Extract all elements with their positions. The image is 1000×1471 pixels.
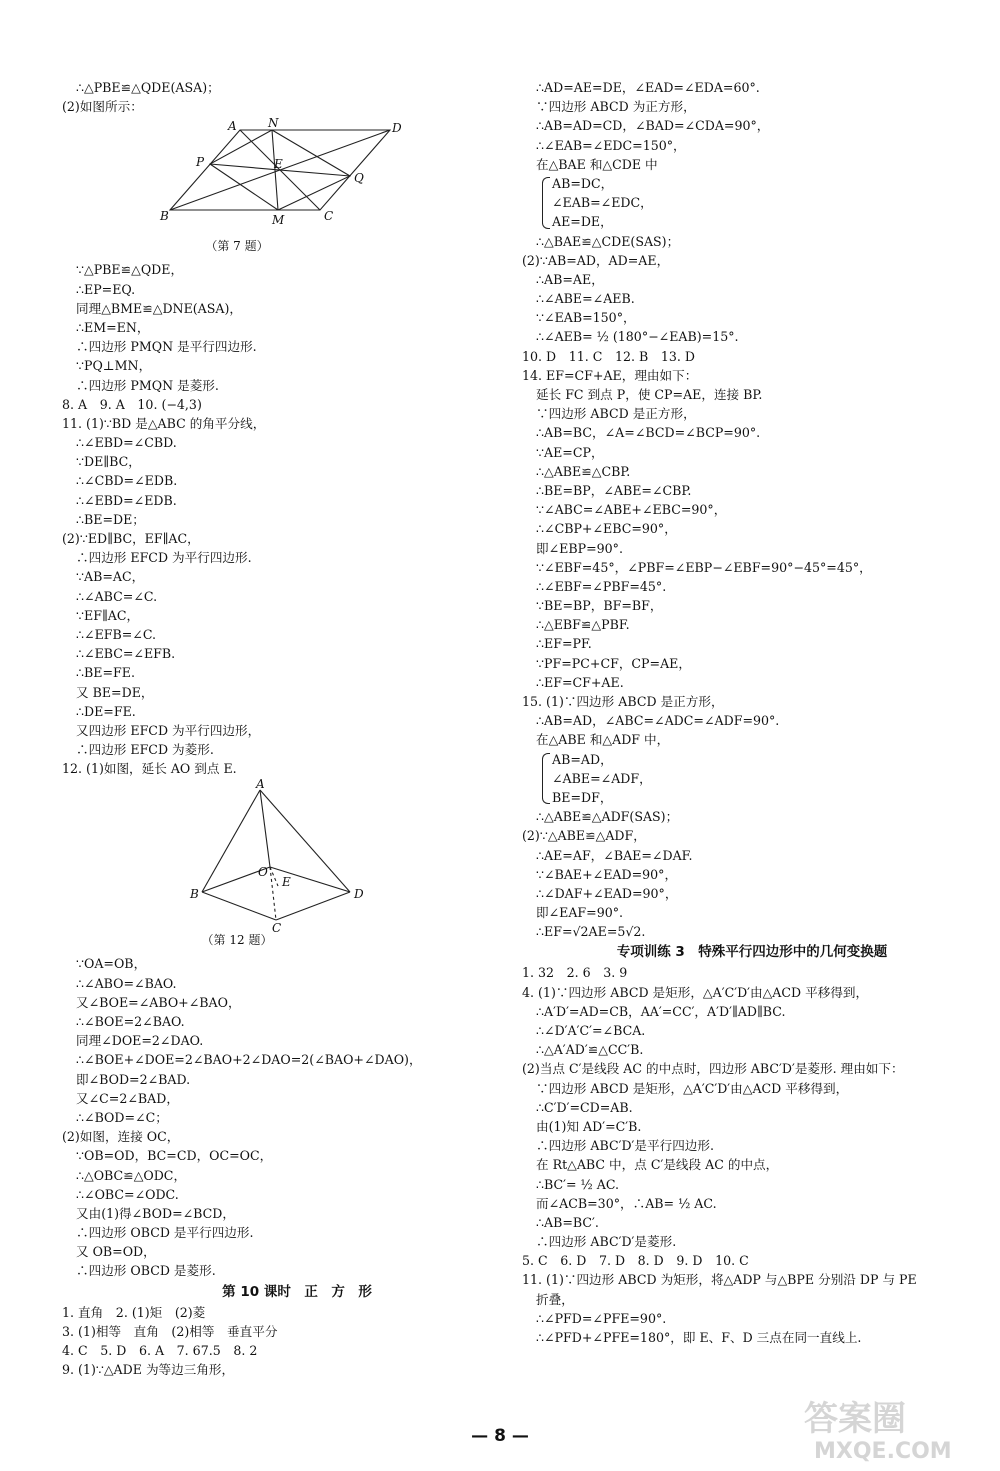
page-number: — 8 —: [471, 1426, 529, 1446]
left-column: [62, 78, 532, 1379]
text-line: ∴∠DAF+∠EAD=90°，: [536, 885, 678, 901]
text-line: 9. (1)∵△ADE 为等边三角形，: [62, 1362, 235, 1378]
text-line: (2)∵△ABE≌△ADF，: [522, 828, 646, 844]
fig12-label: D: [354, 887, 364, 902]
text-line: (2)当点 C′是线段 AC 的中点时，四边形 ABC′D′是菱形. 理由如下：: [522, 1061, 904, 1077]
text-line: ∴AD=AE=DE，∠EAD=∠EDA=60°.: [536, 80, 760, 95]
fig7-label: P: [196, 155, 205, 170]
text-line: ∴AB=AE，: [536, 271, 604, 287]
text-block: [522, 963, 982, 1347]
fig12-label: A: [256, 777, 265, 792]
equation-line: AE=DE，: [552, 214, 613, 230]
text-line: ∴AB=AD，∠ABC=∠ADC=∠ADF=90°.: [536, 713, 780, 729]
text-line: ∵∠BAE+∠EAD=90°，: [536, 866, 678, 882]
text-line: ∴∠ABO=∠BAO.: [76, 975, 177, 991]
text-line: ∴EF=PF.: [536, 636, 592, 652]
fig12-label: C: [272, 921, 282, 936]
text-line: ∴△BAE≌△CDE(SAS)；: [536, 233, 680, 249]
text-line: ∴∠D′A′C′=∠BCA.: [536, 1023, 646, 1038]
text-line: ∴四边形 OBCD 是菱形.: [76, 1263, 216, 1279]
text-line: 又由(1)得∠BOD=∠BCD，: [76, 1205, 236, 1221]
text-line: ∴∠ABE=∠AEB.: [536, 291, 635, 307]
text-block: [62, 78, 532, 116]
text-line: ∵BE=BP，BF=BF，: [536, 598, 663, 614]
text-line: ∴∠BOE+∠DOE=2∠BAO+2∠DAO=2(∠BAO+∠DAO)，: [76, 1052, 422, 1068]
text-block: [62, 954, 532, 1280]
text-line: ∵OB=OD，BC=CD，OC=OC，: [76, 1148, 273, 1164]
text-line: ∵OA=OB，: [76, 956, 147, 972]
fig7-label: M: [272, 213, 285, 228]
text-block: [522, 232, 982, 750]
text-line: ∴∠EBD=∠CBD.: [76, 435, 177, 451]
text-line: 延长 FC 到点 P，使 CP=AE，连接 BP.: [536, 387, 763, 402]
text-line: ∴∠ABC=∠C.: [76, 588, 158, 604]
text-line: ∵四边形 ABCD 是矩形，△A′C′D′由△ACD 平移得到，: [536, 1080, 849, 1096]
text-line: 12. (1)如图，延长 AO 到点 E.: [62, 761, 237, 777]
text-line: ∵EF∥AC，: [76, 607, 140, 623]
text-line: ∴BE=FE.: [76, 665, 135, 681]
text-line: ∴∠EAB=∠EDC=150°，: [536, 137, 686, 153]
text-line: 又∠BOE=∠ABO+∠BAO，: [76, 994, 241, 1010]
equation-line: BE=DF，: [552, 789, 613, 805]
equation-line: ∠EAB=∠EDC，: [552, 195, 653, 211]
fig7-label: C: [324, 209, 334, 224]
text-line: ∴△OBC≌△ODC，: [76, 1167, 187, 1183]
text-line: 11. (1)∵BD 是△ABC 的角平分线，: [62, 415, 266, 431]
text-line: ∴四边形 EFCD 为菱形.: [76, 742, 214, 758]
text-line: 而∠ACB=30°，∴AB= ½ AC.: [536, 1195, 717, 1211]
fig7-label: N: [268, 116, 279, 131]
text-line: ∴∠CBD=∠EDB.: [76, 473, 178, 489]
text-block: [62, 1303, 532, 1380]
text-line: 14. EF=CF+AE，理由如下：: [522, 367, 698, 383]
text-block: [62, 395, 532, 779]
fig7-label: Q: [354, 171, 364, 186]
text-line: ∴C′D′=CD=AB.: [536, 1099, 633, 1115]
text-line: ∴BC′= ½ AC.: [536, 1176, 620, 1192]
text-line: 折叠，: [536, 1291, 574, 1307]
text-line: 同理∠DOE=2∠DAO.: [76, 1033, 204, 1049]
text-line: 在△ABE 和△ADF 中，: [536, 732, 670, 748]
text-line: (2)如图，连接 OC，: [62, 1129, 180, 1145]
text-line: ∵∠EBF=45°，∠PBF=∠EBP−∠EBF=90°−45°=45°，: [536, 559, 872, 575]
text-line: ∴△ABE≌△CBP.: [536, 463, 631, 479]
text-block: [62, 260, 532, 394]
fig12-label: B: [190, 887, 199, 902]
text-line: ∴△EBF≌△PBF.: [536, 617, 630, 633]
section-title: 第 10 课时 正 方 形: [222, 1283, 372, 1300]
figure-caption: （第 7 题）: [205, 239, 269, 254]
text-line: ∵AB=AC，: [76, 569, 145, 585]
text-line: ∴AB=BC′.: [536, 1214, 599, 1230]
text-line: 即∠EAF=90°.: [536, 905, 624, 921]
text-line: ∵∠ABC=∠ABE+∠EBC=90°，: [536, 502, 727, 518]
text-line: 又四边形 EFCD 为平行四边形，: [76, 722, 261, 738]
text-line: ∵△PBE≌△QDE，: [76, 262, 184, 278]
fig12-label: E: [282, 875, 291, 890]
equation-line: AB=AD，: [552, 751, 613, 767]
text-line: 1. 32 2. 6 3. 9: [522, 965, 628, 981]
section-title: 专项训练 3 特殊平行四边形中的几何变换题: [616, 944, 888, 961]
text-line: (2)∵ED∥BC，EF∥AC，: [62, 531, 200, 546]
pyramid-diagram: [190, 777, 380, 936]
equation-line: AB=DC，: [552, 175, 614, 191]
text-line: 即∠EBP=90°.: [536, 540, 623, 556]
text-line: ∵AE=CP，: [536, 444, 604, 460]
text-line: ∴∠PFD=∠PFE=90°.: [536, 1310, 667, 1326]
text-line: ∴四边形 PMQN 是菱形.: [76, 377, 219, 393]
parallelogram-diagram: [160, 116, 402, 238]
text-line: ∴DE=FE.: [76, 703, 136, 719]
text-line: ∴∠CBP+∠EBC=90°，: [536, 521, 677, 537]
right-column: [522, 78, 982, 1347]
text-line: ∴△A′AD′≌△CC′B.: [536, 1042, 644, 1058]
text-line: ∴四边形 PMQN 是平行四边形.: [76, 339, 257, 355]
text-line: ∴∠EBC=∠EFB.: [76, 646, 176, 662]
text-line: 10. D 11. C 12. B 13. D: [522, 348, 695, 364]
text-line: 8. A 9. A 10. (−4,3): [62, 396, 202, 412]
text-line: 又 BE=DE，: [76, 684, 154, 700]
watermark-logo: [784, 1392, 974, 1464]
fig12-label: O: [258, 865, 268, 880]
figure-12: [62, 777, 532, 948]
text-line: ∵四边形 ABCD 是正方形，: [536, 406, 696, 422]
text-line: 由(1)知 AD′=C′B.: [536, 1118, 642, 1134]
text-line: ∴AE=AF，∠BAE=∠DAF.: [536, 847, 693, 863]
text-line: 1. 直角 2. (1)矩 (2)菱: [62, 1304, 206, 1320]
text-line: ∴△ABE≌△ADF(SAS)；: [536, 809, 679, 825]
fig7-label: E: [274, 157, 283, 172]
text-line: (2)∵AB=AD，AD=AE，: [522, 252, 670, 268]
text-line: ∴∠BOE=2∠BAO.: [76, 1014, 185, 1029]
figure-caption: （第 12 题）: [201, 933, 273, 948]
text-line: 又∠C=2∠BAD，: [76, 1090, 179, 1106]
text-line: ∴∠AEB= ½ (180°−∠EAB)=15°.: [536, 329, 739, 345]
text-line: ∴BE=BP，∠ABE=∠CBP.: [536, 482, 692, 498]
text-line: ∴AB=AD=CD，∠BAD=∠CDA=90°，: [536, 118, 770, 134]
text-line: 在△BAE 和△CDE 中: [536, 156, 658, 172]
text-line: 11. (1)∵四边形 ABCD 为矩形，将△ADP 与△BPE 分别沿 DP 与 PE: [522, 1272, 917, 1288]
text-line: 15. (1)∵四边形 ABCD 是正方形，: [522, 694, 724, 709]
text-line: ∴AB=BC，∠A=∠BCD=∠BCP=90°.: [536, 425, 761, 441]
text-line: ∴∠BOD=∠C；: [76, 1109, 168, 1125]
text-line: 5. C 6. D 7. D 8. D 9. D 10. C: [522, 1253, 749, 1269]
figure-7: [62, 116, 532, 254]
fig7-label: D: [392, 121, 402, 136]
text-line: 4. (1)∵四边形 ABCD 是矩形，△A′C′D′由△ACD 平移得到，: [522, 984, 869, 1000]
text-line: ∴∠PFD+∠PFE=180°，即 E、F、D 三点在同一直线上.: [536, 1330, 862, 1345]
text-line: ∴四边形 OBCD 是平行四边形.: [76, 1225, 254, 1241]
watermark-text: 答案圈: [804, 1399, 906, 1439]
fig7-label: A: [228, 119, 237, 134]
equation-system: [522, 750, 982, 808]
text-line: ∴EM=EN，: [76, 319, 150, 335]
text-line: 4. C 5. D 6. A 7. 67.5 8. 2: [62, 1343, 258, 1358]
text-line: ∴四边形 EFCD 为平行四边形.: [76, 550, 252, 566]
text-line: ∴△PBE≌△QDE(ASA)；: [76, 80, 220, 95]
text-line: ∴A′D′=AD=CB，AA′=CC′，A′D′∥AD∥BC.: [536, 1003, 786, 1019]
text-line: ∵∠EAB=150°，: [536, 310, 636, 326]
text-line: ∴EP=EQ.: [76, 281, 136, 297]
text-line: ∴∠EFB=∠C.: [76, 626, 157, 642]
text-line: ∴EF=√2AE=5√2.: [536, 924, 646, 940]
text-line: ∴BE=DE；: [76, 511, 145, 527]
text-block: [522, 78, 982, 174]
text-line: 3. (1)相等 直角 (2)相等 垂直平分: [62, 1323, 278, 1339]
text-line: ∵四边形 ABCD 为正方形，: [536, 99, 696, 115]
text-line: 在 Rt△ABC 中，点 C′是线段 AC 的中点，: [536, 1157, 779, 1173]
watermark-url: MXQE.COM: [814, 1439, 952, 1464]
equation-line: ∠ABE=∠ADF，: [552, 770, 652, 786]
fig7-label: B: [160, 209, 169, 224]
text-line: ∴∠EBF=∠PBF=45°.: [536, 578, 667, 594]
text-line: ∴EF=CF+AE.: [536, 674, 624, 690]
text-line: ∴∠EBD=∠EDB.: [76, 492, 177, 508]
equation-system: [522, 174, 982, 232]
text-line: ∵PQ⊥MN，: [76, 358, 152, 374]
text-block: [522, 807, 982, 941]
text-line: 又 OB=OD，: [76, 1244, 156, 1260]
text-line: ∴∠OBC=∠ODC.: [76, 1186, 179, 1202]
text-line: ∵DE∥BC，: [76, 454, 141, 470]
text-line: ∴四边形 ABC′D′是平行四边形.: [536, 1138, 714, 1154]
text-line: ∴四边形 ABC′D′是菱形.: [536, 1234, 677, 1250]
text-line: 同理△BME≌△DNE(ASA)，: [76, 300, 243, 316]
text-line: 即∠BOD=2∠BAD.: [76, 1071, 191, 1087]
text-line: ∵PF=PC+CF，CP=AE，: [536, 655, 691, 671]
text-line: (2)如图所示：: [62, 99, 143, 115]
